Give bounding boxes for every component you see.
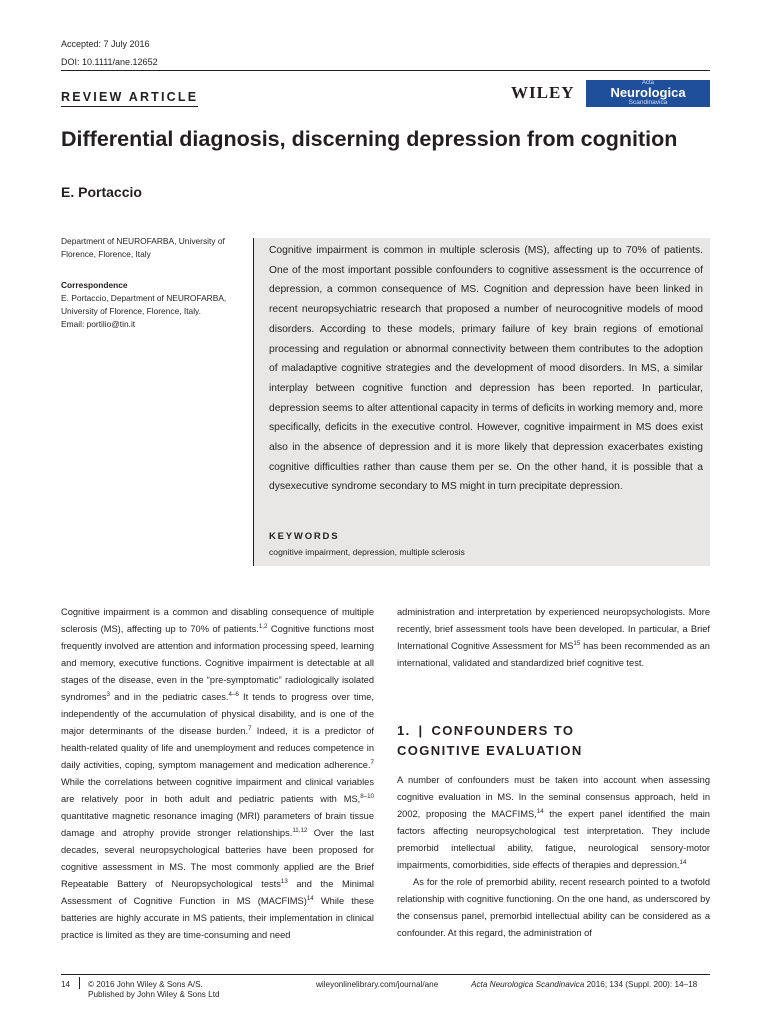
section-heading-text: 1. | CONFOUNDERS TO COGNITIVE EVALUATION — [397, 723, 583, 758]
published-by: Published by John Wiley & Sons Ltd — [88, 990, 220, 999]
journal-url[interactable]: wileyonlinelibrary.com/journal/ane — [316, 980, 439, 989]
citation-ref[interactable]: 7 — [248, 725, 252, 732]
section-heading — [397, 721, 597, 761]
copyright: © 2016 John Wiley & Sons A/S. — [88, 980, 203, 989]
body-paragraph: administration and interpretation by experienced neuropsychologists. More recently, brief assessment tools have been developed. In particular, a Brief International Cognitive Assessment for MS$^{15}$ has been recommended as an international, validated and standardized brief cognitive test. — [397, 607, 710, 668]
body-paragraph: A number of confounders must be taken into account when assessing cognitive evaluation in MS. In the seminal consensus approach, held in 2002, proposing the MACFIMS,$^{14}$ the expert panel identified the main factors affecting neuropsychological test interpretation. They include premorbid intellectual ability, fatigue, neurological sensory-motor impairments, comorbidities, side effects of therapies and depression.$^{14}$ — [397, 775, 710, 870]
correspondence-block — [61, 292, 246, 331]
journal-logo-top: Acta — [641, 80, 654, 86]
footer-rule — [61, 974, 710, 975]
footer-separator — [79, 977, 80, 989]
body-column-right-top — [397, 604, 710, 672]
citation-ref[interactable]: 11,12 — [292, 827, 308, 834]
keywords-heading: KEYWORDS — [269, 531, 340, 542]
citation-details: 2016; 134 (Suppl. 200): 14–18 — [584, 980, 698, 989]
journal-logo — [586, 80, 710, 107]
citation-ref[interactable]: 14 — [536, 808, 544, 815]
abstract-rule — [253, 238, 254, 566]
body-paragraph: Cognitive impairment is a common and disabling consequence of multiple sclerosis (MS), affecting up to 70% of patients.$^{1,2}$ Cognitive functions most frequently involved are attention and information processing speed, learning and memory, executive functions. Cognitive impairment is detectable at all stages of the disease, even in the “pre-symptomatic” radiologically isolated syndromes$^3$ and in the pediatric cases.$^{4-6}$ It tends to progress over time, independently of the accumulation of physical disability, and is one of the major determinants of the disease burden.$^7$ Indeed, it is a predictor of health-related quality of life and unemployment and reduces competence in daily activities, coping, symptom management and medication adherence.$^7$ While the correlations between cognitive impairment and clinical variables are relatively poor in both adult and pediatric patients with MS,$^{8-10}$ quantitative magnetic resonance imaging (MRI) parameters of brain tissue damage and atrophy provide stronger relationships.$^{11,12}$ Over the last decades, several neuropsychological batteries have been proposed for cognitive assessment in MS. The most commonly applied are the Brief Repeatable Battery of Neuropsychological tests$^{13}$ and the Minimal Assessment of Cognitive Function in MS (MACFIMS)$^{14}$ While these batteries are highly accurate in MS patients, their implementation in clinical practice is limited as they are time-consuming and need — [61, 607, 375, 940]
citation-ref[interactable]: 13 — [280, 878, 288, 885]
affiliation: Department of NEUROFARBA, University of Florence, Florence, Italy — [61, 236, 225, 259]
header-rule — [61, 70, 710, 71]
page-number: 14 — [61, 980, 71, 989]
accepted-date: Accepted: 7 July 2016 — [61, 39, 150, 49]
correspondence-heading: Correspondence — [61, 280, 128, 290]
citation — [471, 980, 697, 990]
body-paragraph: As for the role of premorbid ability, recent research pointed to a twofold relationship with cognitive functioning. On the one hand, as underscored by the consensus panel, premorbid intellectual ability can be considered as a confounder. At this regard, the administration of — [397, 877, 710, 938]
keywords-list: cognitive impairment, depression, multiple sclerosis — [269, 547, 465, 557]
body-column-left — [61, 604, 374, 944]
journal-logo-bottom: Scandinavica — [628, 99, 668, 106]
citation-ref[interactable]: 14 — [306, 895, 314, 902]
correspondence-email[interactable]: Email: portilio@tin.it — [61, 319, 136, 329]
article-type-label: REVIEW ARTICLE — [61, 90, 198, 107]
citation-ref[interactable]: 1,2 — [258, 623, 268, 630]
abstract-text: Cognitive impairment is common in multiple sclerosis (MS), affecting up to 70% of patients. One of the most important possible confounders to cognitive assessment is the occurrence of depression, a common consequence of MS. Cognition and depression have been linked in recent neuropsychiatric research that proposed a number of neurocognitive models of mood disorders. According to these models, primary failure of key brain regions of emotional processing and regulation or abnormal connectivity between them contributes to the adoption of maladaptive cognitive strategies and the development of mood disorders. In MS, a similar interplay between cognitive function and depression has been reported. In particular, depression seems to alter attentional capacity in terms of deficits in working memory and, more specifically, deficits in the executive control. However, cognitive impairment in MS does exist also in the absence of depression and it is more likely that depression exacerbates existing cognitive difficulties rather than cause them per se. On the other hand, it is possible that a dysexecutive syndrome secondary to MS might in turn precipitate depression. — [269, 245, 703, 493]
author-name: E. Portaccio — [61, 184, 142, 200]
journal-name: Acta Neurologica Scandinavica — [471, 980, 585, 989]
citation-ref[interactable]: 14 — [679, 859, 687, 866]
journal-logo-main: Neurologica — [610, 85, 686, 100]
wiley-logo: WILEY — [511, 83, 575, 102]
citation-ref[interactable]: 15 — [573, 640, 581, 647]
citation-ref[interactable]: 3 — [106, 691, 110, 698]
citation-ref[interactable]: 4–6 — [228, 691, 239, 698]
citation-ref[interactable]: 8–10 — [360, 793, 374, 800]
article-title: Differential diagnosis, discerning depression from cognition — [61, 127, 678, 151]
doi[interactable]: DOI: 10.1111/ane.12652 — [61, 57, 158, 67]
correspondence-address: E. Portaccio, Department of NEUROFARBA, University of Florence, Florence, Italy. — [61, 293, 227, 316]
citation-ref[interactable]: 7 — [370, 759, 374, 766]
body-column-right-bottom — [397, 772, 710, 942]
